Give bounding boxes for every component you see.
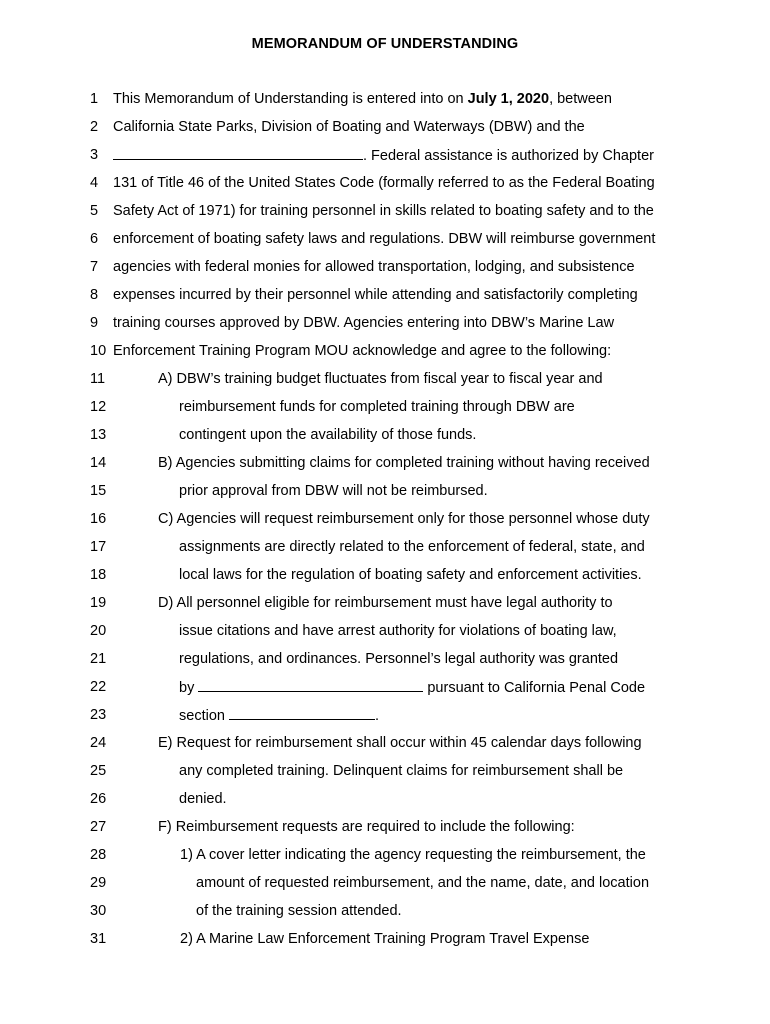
line-23 [0,705,770,725]
line-14 [0,453,770,473]
line-text: amount of requested reimbursement, and the name, date, and location [196,875,650,891]
line-11 [0,369,770,389]
authority-granted-by-blank[interactable] [198,677,423,692]
line-3 [0,145,770,165]
line-text: expenses incurred by their personnel while attending and satisfactorily completing [113,287,638,303]
line-22 [0,677,770,697]
line-28 [0,845,770,865]
line-text: California State Parks, Division of Boating and Waterways (DBW) and the [113,119,585,135]
line-number: 23 [90,707,107,723]
line-text: assignments are directly related to the enforcement of federal, state, and [179,539,645,555]
line-text: A) DBW’s training budget fluctuates from fiscal year to fiscal year and [158,371,603,387]
line-21 [0,649,770,669]
line-text: issue citations and have arrest authority for violations of boating law, [179,623,617,639]
line-24 [0,733,770,753]
line-number: 13 [90,427,107,443]
line-text: any completed training. Delinquent claims for reimbursement shall be [179,763,624,779]
line-number: 6 [90,231,99,247]
line-number: 28 [90,847,107,863]
line-text: C) Agencies will request reimbursement only for those personnel whose duty [158,511,650,527]
line-16 [0,509,770,529]
line-number: 18 [90,567,107,583]
line-number: 24 [90,735,107,751]
line-text: D) All personnel eligible for reimbursement must have legal authority to [158,595,613,611]
line-text: 1) A cover letter indicating the agency requesting the reimbursement, the [180,847,646,863]
line-30 [0,901,770,921]
line-31 [0,929,770,949]
line-18 [0,565,770,585]
line-8 [0,285,770,305]
line-number: 29 [90,875,107,891]
line-number: 30 [90,903,107,919]
line-text: agencies with federal monies for allowed transportation, lodging, and subsistence [113,259,635,275]
line-text: This Memorandum of Understanding is entered into on July 1, 2020, between [113,91,612,107]
line-number: 9 [90,315,99,331]
line-text: by pursuant to California Penal Code [179,677,645,698]
line-number: 26 [90,791,107,807]
line-6 [0,229,770,249]
line-10 [0,341,770,361]
line-9 [0,313,770,333]
line-text: denied. [179,791,227,807]
line-number: 14 [90,455,107,471]
line-1 [0,89,770,109]
line-12 [0,397,770,417]
line-20 [0,621,770,641]
agency-name-blank[interactable] [113,145,363,160]
line-number: 11 [90,371,106,387]
line-25 [0,761,770,781]
line-2 [0,117,770,137]
line-number: 1 [90,91,99,107]
line-text: E) Request for reimbursement shall occur within 45 calendar days following [158,735,642,751]
line-text: 2) A Marine Law Enforcement Training Program Travel Expense [180,931,590,947]
line-number: 22 [90,679,107,695]
document-title: MEMORANDUM OF UNDERSTANDING [251,36,519,52]
line-number: 4 [90,175,99,191]
line-13 [0,425,770,445]
penal-code-section-blank[interactable] [229,705,375,720]
line-number: 3 [90,147,99,163]
line-number: 27 [90,819,107,835]
line-number: 12 [90,399,107,415]
line-number: 8 [90,287,99,303]
line-text: section . [179,705,379,726]
line-5 [0,201,770,221]
line-text: regulations, and ordinances. Personnel’s legal authority was granted [179,651,619,667]
line-text: Safety Act of 1971) for training personnel in skills related to boating safety and to the [113,203,654,219]
line-number: 21 [90,651,107,667]
line-17 [0,537,770,557]
line-7 [0,257,770,277]
line-text: of the training session attended. [196,903,402,919]
line-number: 19 [90,595,107,611]
line-number: 15 [90,483,107,499]
line-number: 10 [90,343,107,359]
line-number: 5 [90,203,99,219]
line-text: reimbursement funds for completed training through DBW are [179,399,575,415]
line-text: prior approval from DBW will not be reimbursed. [179,483,488,499]
line-text: 131 of Title 46 of the United States Code (formally referred to as the Federal Boating [113,175,655,191]
line-text: B) Agencies submitting claims for completed training without having received [158,455,650,471]
line-text: F) Reimbursement requests are required to include the following: [158,819,575,835]
line-text: enforcement of boating safety laws and regulations. DBW will reimburse government [113,231,656,247]
line-number: 20 [90,623,107,639]
line-27 [0,817,770,837]
line-number: 2 [90,119,99,135]
line-29 [0,873,770,893]
line-26 [0,789,770,809]
line-15 [0,481,770,501]
line-number: 7 [90,259,99,275]
line-text: . Federal assistance is authorized by Chapter [113,145,654,166]
line-text: training courses approved by DBW. Agencies entering into DBW’s Marine Law [113,315,615,331]
line-number: 31 [90,931,107,947]
line-text: local laws for the regulation of boating safety and enforcement activities. [179,567,642,583]
line-4 [0,173,770,193]
line-number: 16 [90,511,107,527]
effective-date: July 1, 2020 [467,91,550,107]
line-number: 17 [90,539,107,555]
line-text: contingent upon the availability of those funds. [179,427,477,443]
line-text: Enforcement Training Program MOU acknowledge and agree to the following: [113,343,612,359]
line-19 [0,593,770,613]
line-number: 25 [90,763,107,779]
